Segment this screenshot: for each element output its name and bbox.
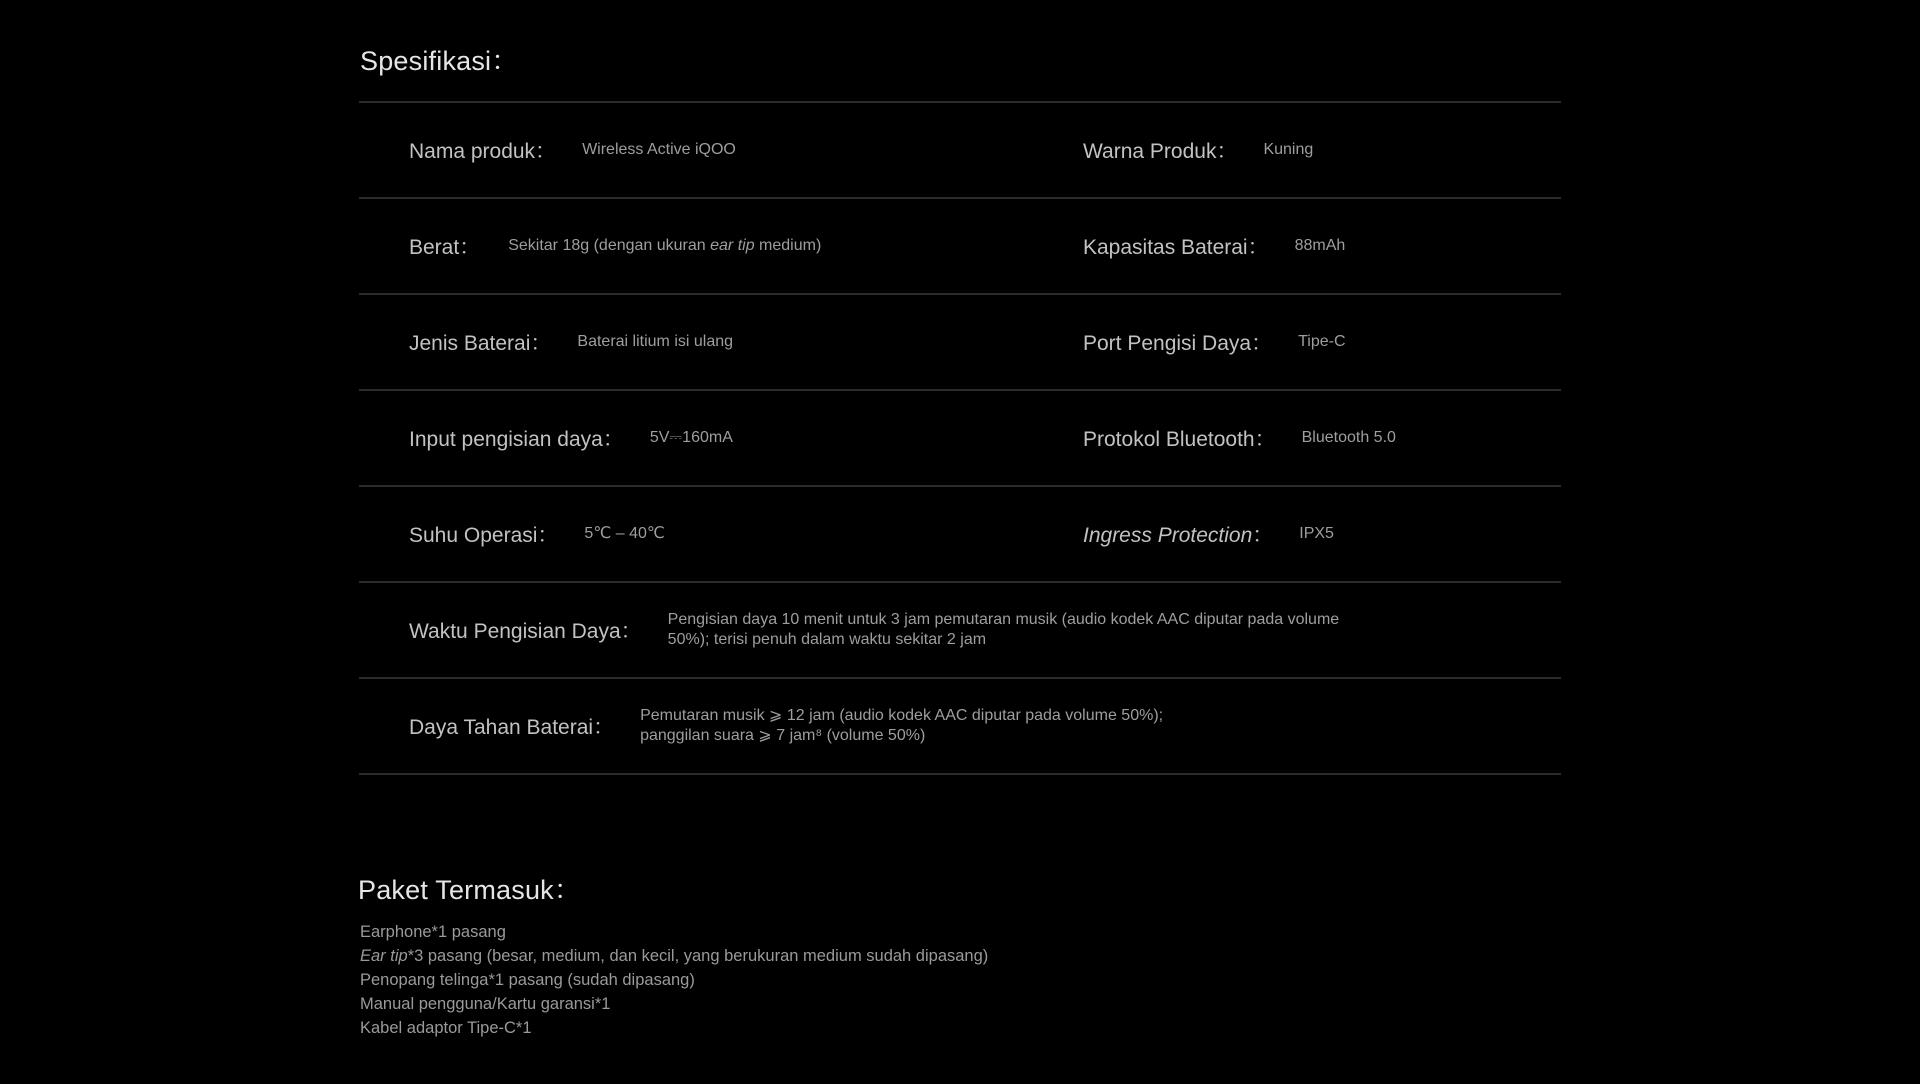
spec-label: Warna Produk： bbox=[1083, 140, 1238, 163]
package-section-title: Paket Termasuk： bbox=[358, 875, 582, 905]
package-item-italic: Ear tip bbox=[360, 947, 408, 965]
spec-item-battery-life bbox=[409, 679, 1163, 773]
spec-label: Daya Tahan Baterai： bbox=[409, 716, 615, 739]
spec-row bbox=[359, 295, 1561, 391]
spec-value-text: medium) bbox=[754, 237, 822, 254]
spec-value: IPX5 bbox=[1299, 525, 1334, 542]
spec-value: Tipe-C bbox=[1298, 333, 1346, 350]
spec-value: Baterai litium isi ulang bbox=[577, 333, 734, 350]
spec-label: Berat： bbox=[409, 236, 481, 259]
spec-item-operating-temperature bbox=[409, 487, 665, 581]
spec-item-ingress-protection bbox=[1083, 487, 1334, 581]
spec-item-charging-input bbox=[409, 391, 733, 485]
spec-item-charging-time bbox=[409, 583, 1368, 677]
spec-value: 5℃ – 40℃ bbox=[584, 525, 665, 542]
spec-row bbox=[359, 583, 1561, 679]
package-item bbox=[360, 944, 988, 968]
package-item: Earphone*1 pasang bbox=[360, 923, 506, 941]
spec-table bbox=[359, 101, 1561, 775]
spec-label: Jenis Baterai： bbox=[409, 332, 552, 355]
spec-value: Bluetooth 5.0 bbox=[1301, 429, 1396, 446]
spec-row bbox=[359, 199, 1561, 295]
package-item-text: *3 pasang (besar, medium, dan kecil, yang berukuran medium sudah dipasang) bbox=[407, 947, 989, 965]
spec-value: 5V⎓160mA bbox=[649, 429, 733, 446]
spec-label-italic: Ingress Protection bbox=[1083, 524, 1253, 547]
spec-value: Pengisian daya 10 menit untuk 3 jam pemutaran musik (audio kodek AAC diputar pada volume 50%); terisi penuh dalam waktu sekitar 2 jam bbox=[667, 611, 1340, 648]
package-item: Kabel adaptor Tipe-C*1 bbox=[360, 1019, 532, 1037]
spec-label: Waktu Pengisian Daya： bbox=[409, 620, 642, 643]
spec-item-weight bbox=[409, 199, 821, 293]
spec-value: 88mAh bbox=[1294, 237, 1346, 254]
spec-label: Port Pengisi Daya： bbox=[1083, 332, 1273, 355]
package-item: Penopang telinga*1 pasang (sudah dipasang) bbox=[360, 971, 695, 989]
spec-item-product-color bbox=[1083, 103, 1313, 197]
spec-row bbox=[359, 103, 1561, 199]
spec-item-battery-capacity bbox=[1083, 199, 1345, 293]
spec-value: Kuning bbox=[1263, 141, 1314, 158]
spec-section-title: Spesifikasi： bbox=[360, 46, 519, 76]
spec-item-battery-type bbox=[409, 295, 733, 389]
spec-label: Input pengisian daya： bbox=[409, 428, 624, 451]
spec-label: Kapasitas Baterai： bbox=[1083, 236, 1269, 259]
spec-value-text: Sekitar 18g (dengan ukuran bbox=[508, 237, 711, 254]
package-item: Manual pengguna/Kartu garansi*1 bbox=[360, 995, 611, 1013]
spec-value-line: panggilan suara ⩾ 7 jam⁸ (volume 50%) bbox=[640, 727, 926, 744]
spec-item-product-name bbox=[409, 103, 736, 197]
package-list bbox=[360, 920, 988, 1040]
spec-label-suffix: ： bbox=[1252, 524, 1274, 547]
spec-value bbox=[640, 706, 1163, 746]
spec-row bbox=[359, 487, 1561, 583]
spec-value-line: Pemutaran musik ⩾ 12 jam (audio kodek AAC diputar pada volume 50%); bbox=[640, 707, 1164, 724]
spec-value-italic: ear tip bbox=[710, 237, 755, 254]
spec-value: Wireless Active iQOO bbox=[582, 141, 736, 158]
spec-row bbox=[359, 679, 1561, 775]
spec-value bbox=[508, 236, 821, 256]
spec-row bbox=[359, 391, 1561, 487]
spec-item-charging-port bbox=[1083, 295, 1346, 389]
spec-label: Protokol Bluetooth： bbox=[1083, 428, 1276, 451]
spec-label: Nama produk： bbox=[409, 140, 557, 163]
spec-label bbox=[1083, 519, 1273, 549]
spec-item-bluetooth-protocol bbox=[1083, 391, 1396, 485]
spec-label: Suhu Operasi： bbox=[409, 524, 559, 547]
